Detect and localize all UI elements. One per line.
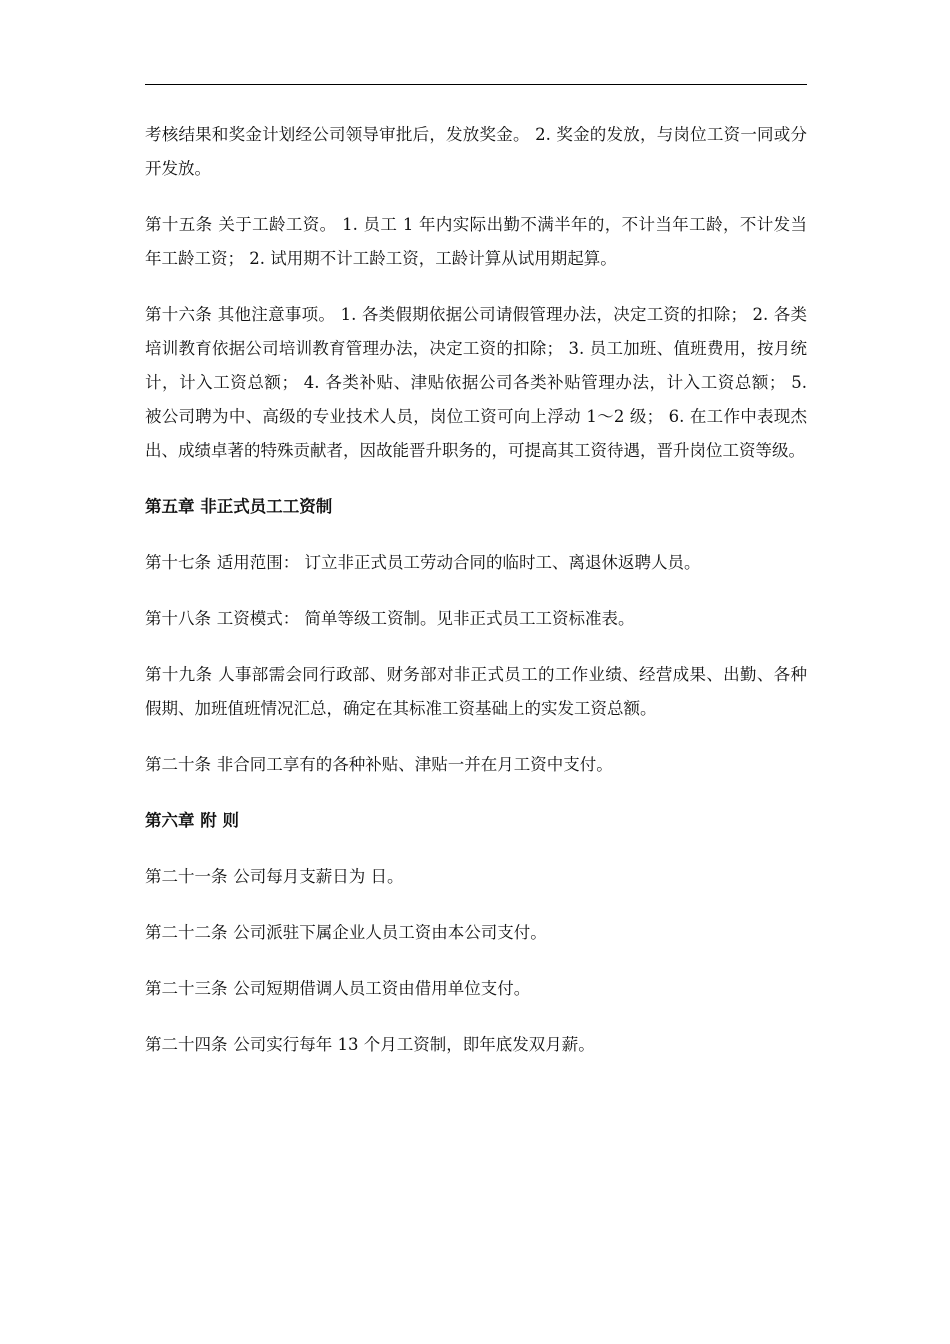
article-23-label: 第二十三条: [145, 979, 228, 998]
document-body: [145, 118, 807, 1084]
article-24-label: 第二十四条: [145, 1035, 228, 1054]
article-22-text: 公司派驻下属企业人员工资由本公司支付。: [233, 923, 547, 942]
article-16: [145, 298, 807, 468]
paragraph-text: 考核结果和奖金计划经公司领导审批后，发放奖金。 2. 奖金的发放，与岗位工资一同或分开发放。: [145, 125, 807, 178]
article-21-text: 公司每月支薪日为 日。: [233, 867, 404, 886]
article-20-label: 第二十条: [145, 755, 211, 774]
article-21-label: 第二十一条: [145, 867, 228, 886]
article-16-text: 其他注意事项。 1. 各类假期依据公司请假管理办法，决定工资的扣除； 2. 各类培训教育依据公司培训教育管理办法，决定工资的扣除； 3. 员工加班、值班费用，按月统计，计入工资总额； 4. 各类补贴、津贴依据公司各类补贴管理办法，计入工资总额； 5. 被公司聘为中、高级的专业技术人员，岗位工资可向上浮动 1～2 级； 6. 在工作中表现杰出、成绩卓著的特殊贡献者，因故能晋升职务的，可提高其工资待遇，晋升岗位工资等级。: [145, 305, 807, 460]
article-15: [145, 208, 807, 276]
chapter-6-heading: 第六章 附 则: [145, 811, 239, 830]
article-18: [145, 602, 807, 636]
article-20-text: 非合同工享有的各种补贴、津贴一并在月工资中支付。: [216, 755, 613, 774]
article-18-text: 工资模式： 简单等级工资制。见非正式员工工资标准表。: [216, 609, 635, 628]
article-20: [145, 748, 807, 782]
article-19-label: 第十九条: [145, 665, 213, 684]
article-17-text: 适用范围： 订立非正式员工劳动合同的临时工、离退休返聘人员。: [216, 553, 701, 572]
article-19-text: 人事部需会同行政部、财务部对非正式员工的工作业绩、经营成果、出勤、各种假期、加班值班情况汇总，确定在其标准工资基础上的实发工资总额。: [145, 665, 808, 718]
chapter-5-heading: 第五章 非正式员工工资制: [145, 497, 333, 516]
article-22-label: 第二十二条: [145, 923, 228, 942]
article-16-label: 第十六条: [145, 305, 213, 324]
article-15-text: 关于工龄工资。 1. 员工 1 年内实际出勤不满半年的，不计当年工龄，不计发当年工龄工资； 2. 试用期不计工龄工资，工龄计算从试用期起算。: [145, 215, 807, 268]
article-23: [145, 972, 807, 1006]
article-23-text: 公司短期借调人员工资由借用单位支付。: [233, 979, 531, 998]
article-15-label: 第十五条: [145, 215, 213, 234]
paragraph-bonus-continued: [145, 118, 807, 186]
article-22: [145, 916, 807, 950]
article-24: [145, 1028, 807, 1062]
article-17: [145, 546, 807, 580]
article-18-label: 第十八条: [145, 609, 211, 628]
article-24-text: 公司实行每年 13 个月工资制，即年底发双月薪。: [233, 1035, 595, 1054]
article-17-label: 第十七条: [145, 553, 211, 572]
article-19: [145, 658, 807, 726]
article-21: [145, 860, 807, 894]
header-rule: [145, 84, 807, 85]
